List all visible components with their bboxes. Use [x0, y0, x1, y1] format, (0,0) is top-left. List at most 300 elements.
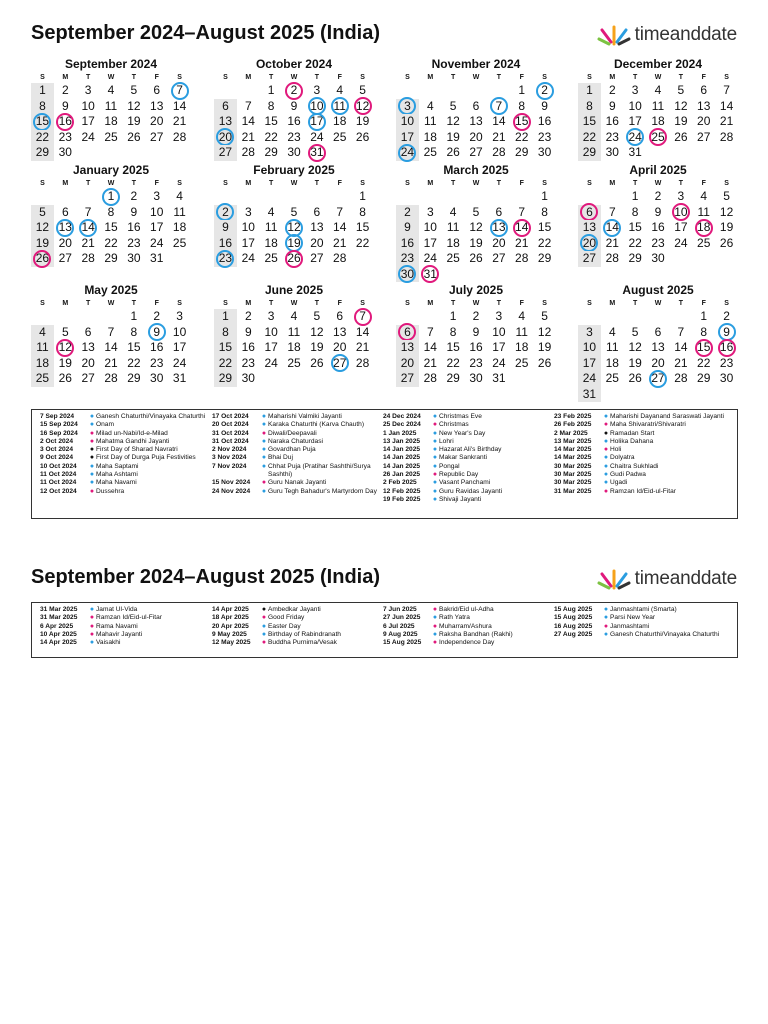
day-cell [122, 309, 145, 325]
week-row [578, 220, 738, 236]
day-number: 14 [423, 340, 437, 354]
holiday-name: Onam [96, 421, 114, 429]
day-cell [122, 356, 145, 372]
day-cell [168, 189, 191, 205]
day-cell [328, 220, 351, 236]
holiday-date: 3 Nov 2024 [212, 454, 247, 462]
holiday-item [383, 496, 554, 504]
month-name: October 2024 [255, 57, 333, 71]
day-cell [601, 236, 624, 252]
holiday-date: 15 Aug 2025 [554, 614, 593, 622]
day-number: 19 [35, 235, 50, 250]
day-cell [442, 114, 465, 130]
day-number: 21 [81, 235, 95, 250]
holiday-day-cell [214, 130, 237, 146]
day-number: 4 [449, 204, 457, 219]
week-row [214, 114, 374, 130]
day-number: 20 [81, 355, 95, 370]
page-title-2: September 2024–August 2025 (India) [31, 566, 381, 588]
day-cell [122, 236, 145, 252]
month-calendar [31, 161, 191, 265]
day-number: 23 [58, 129, 72, 144]
day-cell [260, 130, 283, 146]
week-row [31, 83, 191, 99]
day-number: 25 [515, 355, 529, 370]
holiday-column [40, 606, 211, 647]
day-cell [669, 220, 692, 236]
weekday-label: S [177, 300, 182, 307]
holiday-item [40, 471, 211, 479]
day-number: 8 [631, 204, 639, 219]
holiday-date: 14 Jan 2025 [383, 454, 421, 462]
day-number: 19 [446, 129, 460, 144]
weekday-label: T [496, 180, 501, 187]
day-cell [260, 114, 283, 130]
weekday-label: M [245, 300, 252, 307]
empty-cell [669, 309, 692, 325]
day-cell [669, 236, 692, 252]
holiday-name: Ramadan Start [610, 429, 655, 437]
holiday-item [212, 454, 383, 462]
week-row [31, 99, 191, 115]
holiday-day-cell [396, 145, 419, 161]
day-number: 18 [287, 340, 301, 354]
day-number: 31 [305, 145, 328, 161]
day-cell [465, 114, 488, 130]
holiday-day-cell [601, 220, 624, 236]
day-cell [510, 251, 533, 267]
day-cell [122, 130, 145, 146]
day-cell [237, 114, 260, 130]
weekday-label: S [223, 180, 228, 187]
week-row [578, 145, 738, 161]
day-number: 17 [172, 340, 187, 354]
day-cell [601, 340, 624, 356]
day-number: 2 [472, 309, 480, 323]
day-number: 16 [469, 340, 483, 354]
day-number: 1 [39, 83, 46, 97]
holiday-date: 14 Apr 2025 [212, 606, 249, 613]
day-cell [351, 220, 374, 236]
weekday-label: T [86, 180, 91, 187]
holiday-date: 6 Apr 2025 [40, 622, 74, 630]
day-cell [237, 99, 260, 115]
weekday-label: T [451, 74, 456, 81]
day-number: 4 [267, 204, 275, 219]
day-cell [533, 236, 556, 252]
day-cell [715, 83, 738, 99]
holiday-date: 14 Jan 2025 [383, 462, 421, 470]
day-cell [260, 99, 283, 115]
weekday-label: W [290, 180, 298, 187]
empty-cell [283, 189, 306, 205]
day-cell [465, 356, 488, 372]
day-cell [396, 236, 419, 252]
empty-cell [100, 145, 123, 161]
day-cell [168, 130, 191, 146]
weekday-label: T [678, 74, 683, 81]
holiday-date: 10 Apr 2025 [40, 630, 77, 638]
holiday-date: 30 Mar 2025 [554, 462, 592, 470]
day-cell [419, 325, 442, 341]
holiday-date: 26 Feb 2025 [554, 421, 592, 429]
day-number: 1 [586, 83, 593, 97]
holiday-item [383, 421, 554, 429]
holiday-name: Raksha Bandhan (Rakhi) [439, 630, 513, 638]
bullet-icon: ● [261, 614, 267, 622]
day-cell [487, 309, 510, 325]
day-cell [533, 309, 556, 325]
holiday-name: Bakrid/Eid ul-Adha [439, 606, 494, 613]
bullet-icon: ● [261, 630, 267, 638]
empty-cell [510, 189, 533, 205]
day-cell [168, 220, 191, 236]
day-number: 14 [510, 220, 533, 236]
day-number: 7 [723, 83, 730, 97]
day-cell [31, 356, 54, 372]
weekday-label: W [654, 74, 662, 81]
day-cell [260, 205, 283, 221]
holiday-date: 1 Jan 2025 [383, 429, 417, 437]
day-number: 1 [130, 309, 138, 323]
holiday-name: Janmashtami [610, 622, 650, 630]
day-number: 18 [515, 340, 529, 354]
holiday-name: Ramzan Id/Eid-ul-Fitar [610, 487, 676, 495]
day-cell [601, 114, 624, 130]
day-cell [351, 114, 374, 130]
weekday-label: T [269, 180, 274, 187]
day-number: 15 [355, 220, 370, 234]
week-row [578, 251, 738, 267]
day-number: 8 [449, 324, 457, 339]
day-number: 3 [677, 189, 685, 203]
empty-cell [624, 309, 647, 325]
holiday-date: 3 Oct 2024 [40, 446, 73, 454]
day-number: 26 [446, 145, 460, 159]
holiday-day-cell [305, 114, 328, 130]
day-cell [31, 340, 54, 356]
weekday-label: T [314, 300, 319, 307]
holiday-day-cell [647, 130, 670, 146]
day-number: 24 [150, 235, 164, 250]
day-cell [77, 83, 100, 99]
weekday-label: S [177, 180, 182, 187]
day-number: 6 [153, 83, 161, 97]
week-row [578, 130, 738, 146]
holiday-column [383, 413, 554, 504]
empty-cell [647, 387, 670, 403]
week-row [214, 145, 374, 161]
holiday-date: 11 Oct 2024 [40, 479, 77, 487]
holiday-name: Mahavir Jayanti [96, 630, 143, 638]
bullet-icon: ● [261, 462, 267, 470]
holiday-date: 16 Sep 2024 [40, 429, 78, 437]
day-cell [305, 251, 328, 267]
day-cell [692, 83, 715, 99]
day-number: 20 [333, 340, 347, 354]
day-cell [669, 99, 692, 115]
holiday-name: First Day of Durga Puja Festivities [96, 454, 196, 462]
day-number: 4 [608, 324, 616, 339]
holiday-date: 23 Feb 2025 [554, 413, 592, 420]
day-number: 10 [264, 324, 278, 339]
day-number: 25 [287, 355, 301, 370]
week-row [214, 236, 374, 252]
holiday-name: New Year's Day [439, 429, 486, 437]
timeanddate-logo-2[interactable] [597, 568, 737, 590]
holiday-date: 31 Mar 2025 [40, 614, 78, 622]
day-number: 3 [84, 83, 92, 97]
day-cell [578, 340, 601, 356]
day-cell [168, 325, 191, 341]
holiday-date: 25 Dec 2024 [383, 421, 421, 429]
day-number: 13 [81, 340, 95, 354]
bullet-icon: ● [432, 413, 438, 420]
day-number: 9 [404, 220, 411, 234]
holiday-item [212, 623, 383, 631]
day-number: 2 [723, 309, 730, 323]
day-cell [122, 340, 145, 356]
day-number: 26 [537, 355, 552, 370]
holiday-day-cell [669, 205, 692, 221]
day-number: 15 [582, 114, 597, 128]
empty-cell [487, 189, 510, 205]
day-number: 5 [472, 204, 480, 219]
day-cell [419, 236, 442, 252]
day-cell [465, 325, 488, 341]
day-cell [510, 145, 533, 161]
timeanddate-logo[interactable] [597, 24, 737, 46]
holiday-day-cell [283, 251, 306, 267]
day-cell [533, 189, 556, 205]
holiday-item [554, 488, 725, 496]
empty-cell [578, 189, 601, 205]
holiday-day-cell [396, 99, 419, 115]
day-number: 2 [608, 83, 616, 97]
day-number: 4 [426, 98, 434, 113]
day-cell [624, 236, 647, 252]
weekday-label: S [587, 74, 592, 81]
day-cell [145, 83, 168, 99]
day-number: 20 [578, 236, 601, 252]
day-number: 9 [145, 325, 168, 341]
empty-cell [283, 371, 306, 387]
holiday-name: Shivaji Jayanti [439, 495, 482, 503]
day-cell [715, 371, 738, 387]
day-cell [442, 145, 465, 161]
day-cell [442, 251, 465, 267]
day-number: 4 [654, 83, 662, 97]
bullet-icon: ● [261, 437, 267, 445]
weekday-label: F [154, 300, 159, 307]
day-cell [624, 325, 647, 341]
day-number: 23 [469, 355, 483, 370]
day-number: 25 [697, 235, 711, 250]
empty-cell [168, 145, 191, 161]
empty-cell [305, 189, 328, 205]
week-row [396, 340, 556, 356]
holiday-item [40, 631, 211, 639]
day-number: 10 [172, 324, 187, 339]
weekday-header [214, 179, 374, 189]
holiday-item [554, 454, 725, 462]
day-cell [692, 356, 715, 372]
day-number: 4 [700, 189, 708, 203]
bullet-icon: ● [603, 462, 609, 470]
day-number: 10 [423, 220, 437, 234]
day-cell [487, 371, 510, 387]
day-cell [100, 236, 123, 252]
day-cell [465, 340, 488, 356]
day-number: 24 [582, 371, 597, 385]
holiday-name: Christmas Eve [439, 413, 482, 420]
weekday-label: M [609, 180, 616, 187]
day-number: 16 [150, 340, 164, 354]
day-cell [715, 99, 738, 115]
day-cell [31, 325, 54, 341]
day-cell [624, 145, 647, 161]
day-cell [533, 130, 556, 146]
day-number: 1 [449, 309, 457, 323]
day-number: 22 [582, 129, 597, 144]
bullet-icon: ● [89, 454, 95, 462]
holiday-day-cell [214, 205, 237, 221]
weekday-label: S [542, 74, 547, 81]
day-number: 21 [423, 355, 437, 370]
holiday-item [212, 446, 383, 454]
empty-cell [647, 145, 670, 161]
day-cell [692, 371, 715, 387]
holiday-day-cell [487, 99, 510, 115]
holiday-name: Naraka Chaturdasi [268, 437, 323, 445]
day-number: 21 [104, 355, 118, 370]
day-number: 19 [674, 114, 688, 128]
day-cell [578, 325, 601, 341]
week-row [396, 251, 556, 267]
bullet-icon: ● [89, 421, 95, 429]
day-cell [442, 220, 465, 236]
day-cell [31, 83, 54, 99]
day-cell [145, 236, 168, 252]
day-number: 28 [355, 355, 370, 370]
weekday-label: W [472, 74, 480, 81]
day-number: 13 [333, 324, 347, 339]
holiday-column [212, 413, 383, 496]
day-number: 8 [518, 98, 526, 113]
holiday-date: 24 Nov 2024 [212, 487, 251, 495]
day-number: 21 [241, 129, 255, 144]
day-cell [31, 371, 54, 387]
week-row [396, 189, 556, 205]
day-cell [260, 236, 283, 252]
weekday-label: T [633, 74, 638, 81]
day-number: 6 [654, 324, 662, 339]
day-number: 7 [487, 99, 510, 115]
holiday-item [554, 430, 725, 438]
day-number: 25 [446, 251, 460, 265]
day-cell [122, 205, 145, 221]
empty-cell [669, 251, 692, 267]
day-number: 30 [150, 371, 164, 385]
day-number: 13 [487, 220, 510, 236]
day-cell [692, 189, 715, 205]
bullet-icon: ● [603, 487, 609, 495]
weekday-label: S [587, 300, 592, 307]
day-cell [487, 340, 510, 356]
day-number: 5 [631, 324, 639, 339]
day-cell [510, 309, 533, 325]
holiday-name: Diwali/Deepavali [268, 429, 317, 437]
day-cell [168, 114, 191, 130]
day-number: 14 [601, 220, 624, 236]
day-number: 17 [582, 355, 597, 370]
bullet-icon: ● [603, 614, 609, 622]
day-number: 31 [419, 267, 442, 283]
day-cell [328, 130, 351, 146]
day-cell [100, 251, 123, 267]
day-number: 24 [264, 355, 278, 370]
holiday-name: Janmashtami (Smarta) [610, 606, 677, 613]
holiday-day-cell [351, 99, 374, 115]
holiday-date: 31 Mar 2025 [554, 487, 592, 495]
weekday-label: T [314, 74, 319, 81]
holiday-day-cell [533, 83, 556, 99]
weekday-label: M [427, 300, 434, 307]
day-number: 10 [305, 99, 328, 115]
day-number: 30 [605, 145, 619, 159]
empty-cell [419, 189, 442, 205]
holiday-item [383, 479, 554, 487]
holiday-date: 31 Oct 2024 [212, 437, 249, 445]
day-number: 3 [631, 83, 639, 97]
day-number: 28 [333, 251, 347, 265]
day-cell [260, 145, 283, 161]
empty-cell [237, 83, 260, 99]
day-cell [77, 251, 100, 267]
bullet-icon: ● [89, 437, 95, 445]
day-cell [145, 189, 168, 205]
weekday-label: F [337, 74, 342, 81]
bullet-icon: ● [261, 446, 267, 454]
day-cell [419, 130, 442, 146]
day-number: 25 [264, 251, 278, 265]
day-cell [168, 99, 191, 115]
day-number: 2 [153, 309, 161, 323]
day-cell [31, 205, 54, 221]
day-cell [100, 83, 123, 99]
bullet-icon: ● [603, 413, 609, 420]
day-cell [442, 325, 465, 341]
day-cell [145, 220, 168, 236]
bullet-icon: ● [603, 437, 609, 445]
day-number: 25 [423, 145, 437, 159]
empty-cell [214, 83, 237, 99]
day-number: 29 [264, 145, 278, 159]
week-row [578, 83, 738, 99]
day-cell [715, 236, 738, 252]
day-number: 9 [290, 98, 298, 113]
day-cell [669, 371, 692, 387]
weekday-label: W [290, 300, 298, 307]
day-number: 8 [130, 324, 138, 339]
week-row [396, 325, 556, 341]
day-number: 17 [674, 220, 688, 234]
day-number: 27 [58, 251, 72, 265]
bullet-icon: ● [89, 639, 95, 647]
weekday-label: M [427, 74, 434, 81]
day-number: 18 [605, 355, 619, 370]
day-cell [396, 130, 419, 146]
